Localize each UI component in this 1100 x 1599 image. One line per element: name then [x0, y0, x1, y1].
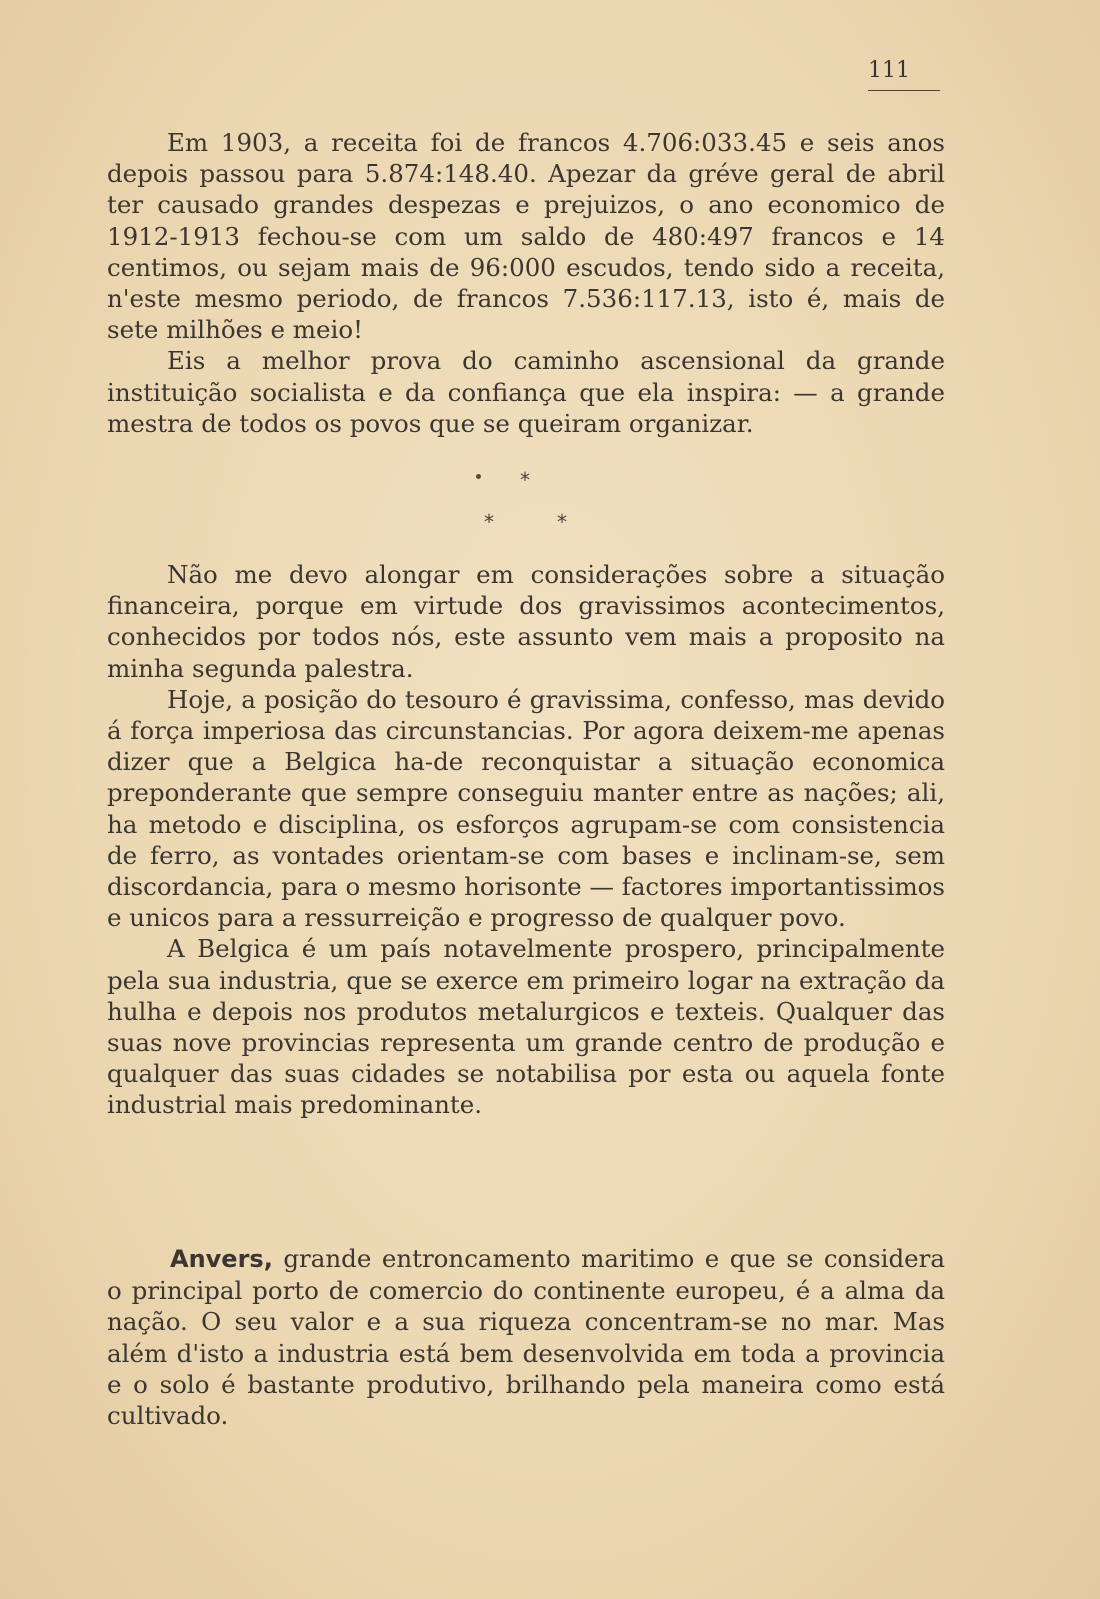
paragraph-anvers-text: grande entroncamento maritimo e que se considera o principal porto de comercio do continente europeu, é a alma da nação. O seu valor e a sua riqueza concentram-se no mar. Mas além d'isto a industria está bem desenvolvida em toda a provincia e o solo é bastante produtivo, brilhando pela maneira como está cultivado. — [107, 1244, 945, 1431]
text-block-anvers — [107, 1243, 945, 1431]
text-block-financial — [107, 559, 945, 1121]
paragraph-financial-situation: Não me devo alongar em considerações sobre a situação financeira, porque em virtude dos gravissimos acontecimentos, conhecidos por todos nós, este assunto vem mais a proposito na minha segunda palestra. — [107, 560, 945, 683]
ink-speck — [476, 474, 481, 479]
page-number-rule — [868, 90, 940, 91]
paragraph-belgium-prosperous: A Belgica é um país notavelmente prospero, principalmente pela sua industria, que se exerce em primeiro logar na extração da hulha e depois nos produtos metalurgicos e texteis. Qualquer das suas nove provincias representa um grande centro de produção e qualquer das suas cidades se notabilisa por esta ou aquela fonte industrial mais predominante. — [107, 934, 945, 1120]
text-block-receipts — [107, 127, 945, 439]
paragraph-institution: Eis a melhor prova do caminho ascensional da grande instituição socialista e da confiança que ela inspira: — a grande mestra de todos os povos que se queiram organizar. — [107, 346, 945, 438]
separator-star-bottom-right: * — [557, 510, 567, 534]
paragraph-treasury: Hoje, a posição do tesouro é gravissima, confesso, mas devido á força imperiosa das circunstancias. Por agora deixem-me apenas dizer que a Belgica ha-de reconquistar a situação economica preponderante que sempre conseguiu manter entre as nações; ali, ha metodo e disciplina, os esforços agrupam-se com consistencia de ferro, as vontades orientam-se com bases e inclinam-se, sem discordancia, para o mesmo horisonte — factores importantissimos e unicos para a ressurreição e progresso de qualquer povo. — [107, 684, 945, 933]
page-number: 111 — [868, 58, 910, 83]
separator-star-bottom-left: * — [484, 510, 494, 534]
paragraph-receipts: Em 1903, a receita foi de francos 4.706:033.45 e seis anos depois passou para 5.874:148.40. Apezar da gréve geral de abril ter causado grandes despezas e prejuizos, o ano economico de 1912-1913 fechou-se com um saldo de 480:497 francos e 14 centimos, ou sejam mais de 96:000 escudos, tendo sido a receita, n'este mesmo periodo, de francos 7.536:117.13, isto é, mais de sete milhões e meio! — [107, 128, 945, 345]
lead-word-anvers: Anvers, — [170, 1245, 273, 1273]
separator-star-top: * — [520, 468, 530, 492]
paragraph-anvers — [107, 1243, 945, 1431]
